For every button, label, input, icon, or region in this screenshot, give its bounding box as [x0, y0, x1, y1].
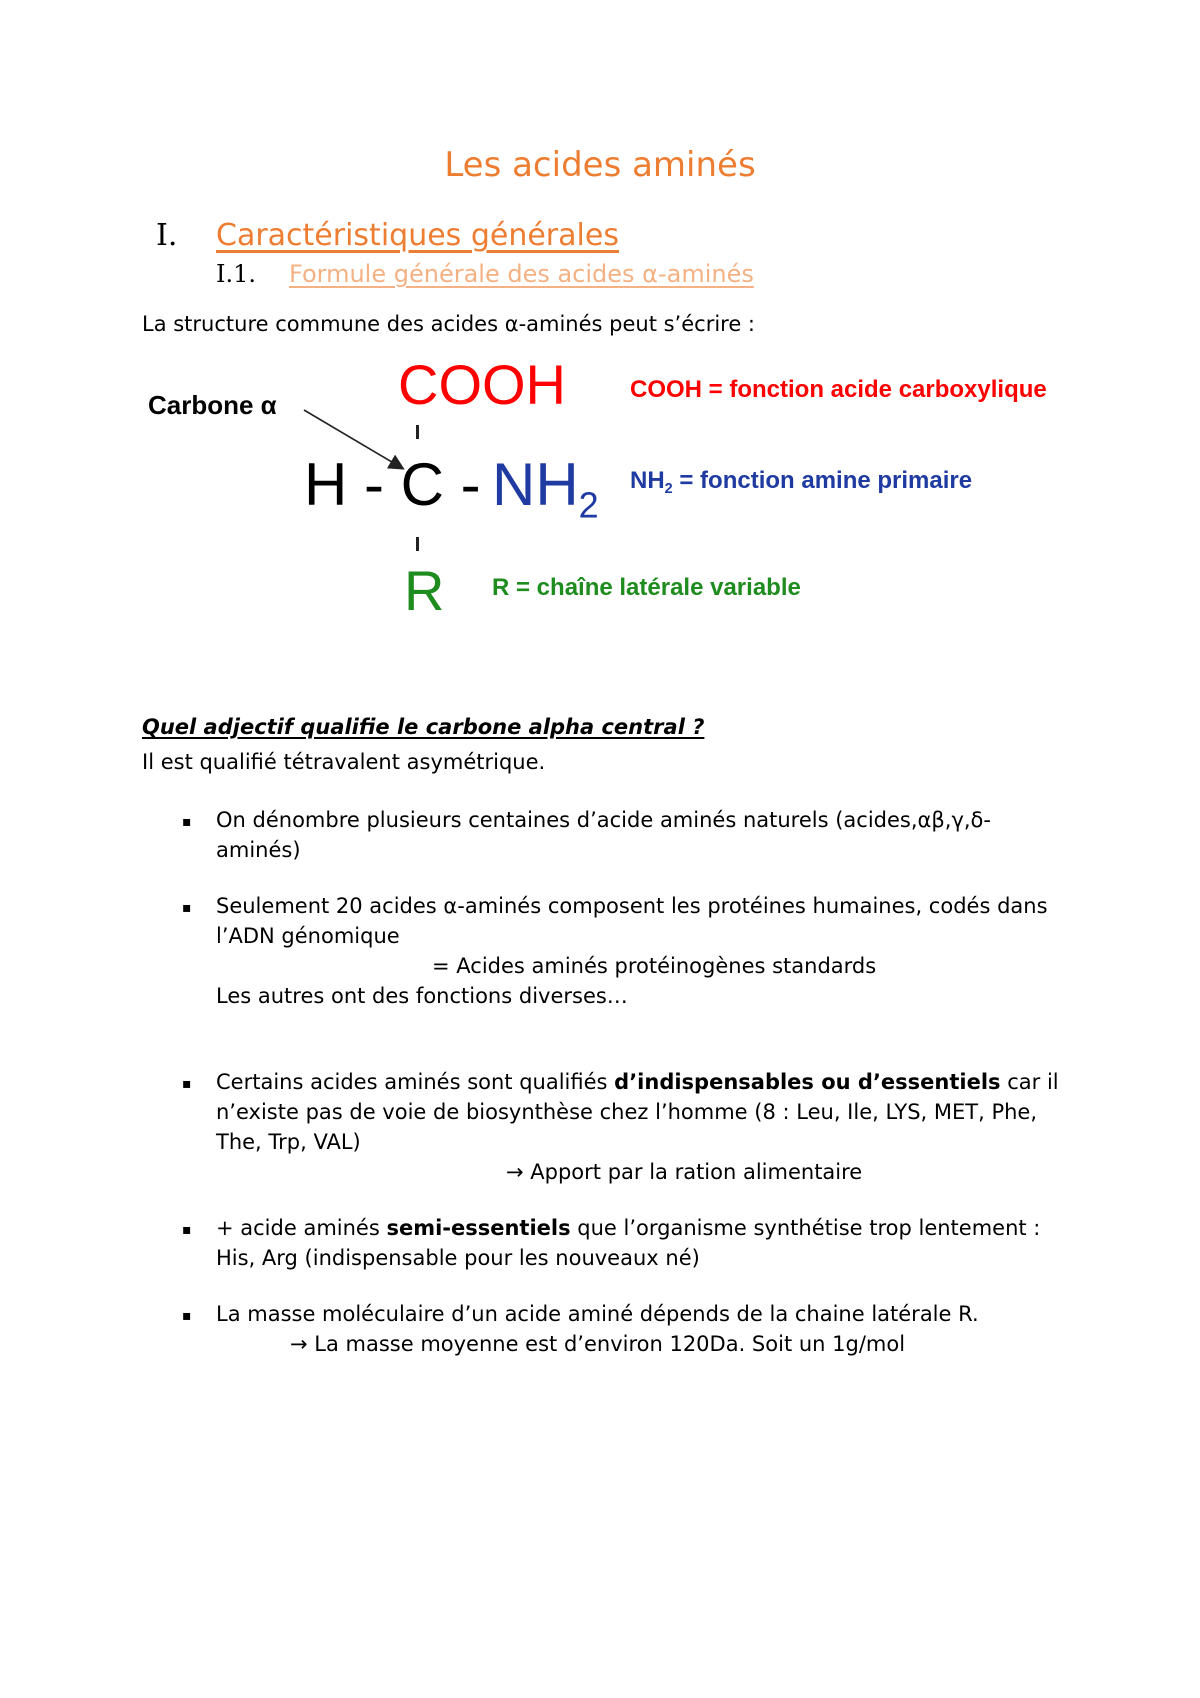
subsection-title: Formule générale des acides α-aminés: [289, 260, 754, 288]
nh2-group: $NH_2$: [492, 451, 599, 526]
bullet-5-line-1: La masse moléculaire d’un acide aminé dépends de la chaine latérale R.: [216, 1302, 979, 1326]
bullet-4-line-2: His, Arg (indispensable pour les nouveaux né): [216, 1246, 700, 1270]
section-number: I.: [156, 218, 178, 253]
r-group: R: [404, 559, 445, 622]
bullet-3-line-1: Certains acides aminés sont qualifiés d’indispensables ou d’essentiels car il: [216, 1070, 1059, 1094]
bullet-3-line-2: n’existe pas de voie de biosynthèse chez l’homme (8 : Leu, Ile, LYS, MET, Phe,: [216, 1100, 1038, 1124]
bond-bottom: [416, 537, 419, 551]
cooh-group: COOH: [398, 353, 566, 416]
intro-text: La structure commune des acides α-aminés peut s’écrire :: [142, 312, 756, 336]
subsection-number: I.1.: [216, 260, 257, 288]
bullet-2-line-1: Seulement 20 acides α-aminés composent les protéines humaines, codés dans: [216, 894, 1048, 918]
section-title: Caractéristiques générales: [216, 218, 619, 253]
cooh-label: COOH = fonction acide carboxylique: [630, 376, 1047, 403]
bullet-2-line-2: l’ADN génomique: [216, 924, 400, 948]
r-label: R = chaîne latérale variable: [492, 574, 801, 601]
carbon-alpha-label: Carbone α: [148, 390, 277, 420]
bullet-1-line-2: aminés): [216, 838, 301, 862]
bullet-2-line-3: = Acides aminés protéinogènes standards: [432, 954, 877, 978]
bullet-marker: ▪: [182, 900, 192, 916]
bullet-marker: ▪: [182, 814, 192, 830]
bullet-5-line-2: → La masse moyenne est d’environ 120Da. Soit un 1g/mol: [290, 1332, 906, 1356]
question-heading: Quel adjectif qualifie le carbone alpha central ?: [142, 715, 705, 739]
bullet-3-line-3: The, Trp, VAL): [216, 1130, 361, 1154]
bullet-marker: ▪: [182, 1308, 192, 1324]
bullet-3-line-4: → Apport par la ration alimentaire: [506, 1160, 863, 1184]
bullet-2-line-4: Les autres ont des fonctions diverses…: [216, 984, 628, 1008]
bullet-marker: ▪: [182, 1222, 192, 1238]
bond-top: [416, 425, 419, 439]
answer-text: Il est qualifié tétravalent asymétrique.: [142, 750, 546, 774]
bullet-1-line-1: On dénombre plusieurs centaines d’acide aminés naturels (acides,αβ,γ,δ-: [216, 808, 991, 832]
h-c-group: H - C -: [304, 451, 481, 518]
nh2-label: $NH_2$ = fonction amine primaire: [630, 467, 973, 498]
bullet-marker: ▪: [182, 1076, 192, 1092]
page-title: Les acides aminés: [444, 145, 756, 185]
bullet-4-line-1: + acide aminés semi-essentiels que l’organisme synthétise trop lentement :: [216, 1216, 1041, 1240]
